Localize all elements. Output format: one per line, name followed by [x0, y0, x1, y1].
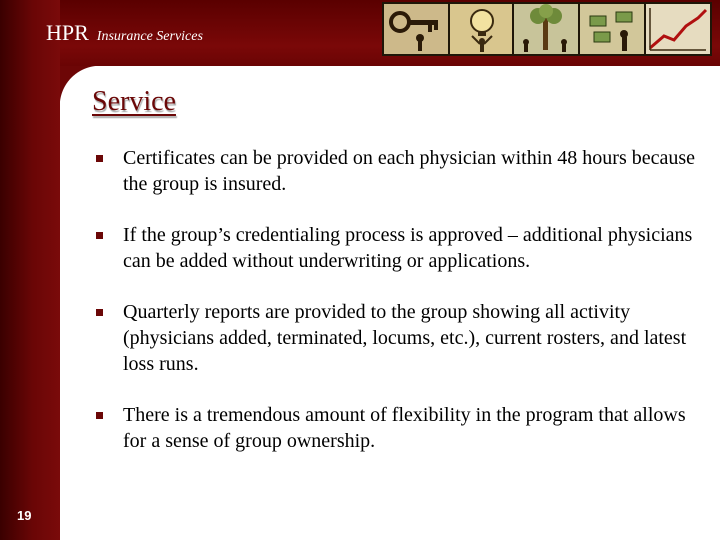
- square-bullet-icon: [96, 155, 103, 162]
- bullet-item: [96, 222, 696, 274]
- left-sidebar: [0, 0, 60, 540]
- page-number: 19: [17, 508, 32, 523]
- company-name: HPR: [46, 20, 89, 45]
- rising-graph-illustration: [644, 2, 712, 56]
- square-bullet-icon: [96, 232, 103, 239]
- bullet-text: Certificates can be provided on each physician within 48 hours because the group is insured.: [123, 147, 696, 195]
- bullet-item: [96, 145, 696, 197]
- square-bullet-icon: [96, 412, 103, 419]
- key-figure-illustration: [382, 2, 450, 56]
- bullet-text: Quarterly reports are provided to the group showing all activity (physicians added, terminated, locums, etc.), current rosters, and latest loss runs.: [123, 301, 687, 375]
- slide-title: Service: [92, 86, 176, 117]
- square-bullet-icon: [96, 309, 103, 316]
- company-subtitle: Insurance Services: [96, 29, 203, 44]
- company-logo: [46, 20, 203, 46]
- bullet-item: [96, 299, 696, 377]
- bullet-text: If the group’s credentialing process is approved – additional physicians can be added without underwriting or applications.: [123, 224, 693, 272]
- money-pile-figure-illustration: [578, 2, 646, 56]
- bullet-text: There is a tremendous amount of flexibility in the program that allows for a sense of group ownership.: [123, 404, 686, 452]
- lightbulb-figure-illustration: [448, 2, 516, 56]
- bullet-list: [96, 145, 696, 479]
- money-tree-illustration: [512, 2, 580, 56]
- bullet-item: [96, 402, 696, 454]
